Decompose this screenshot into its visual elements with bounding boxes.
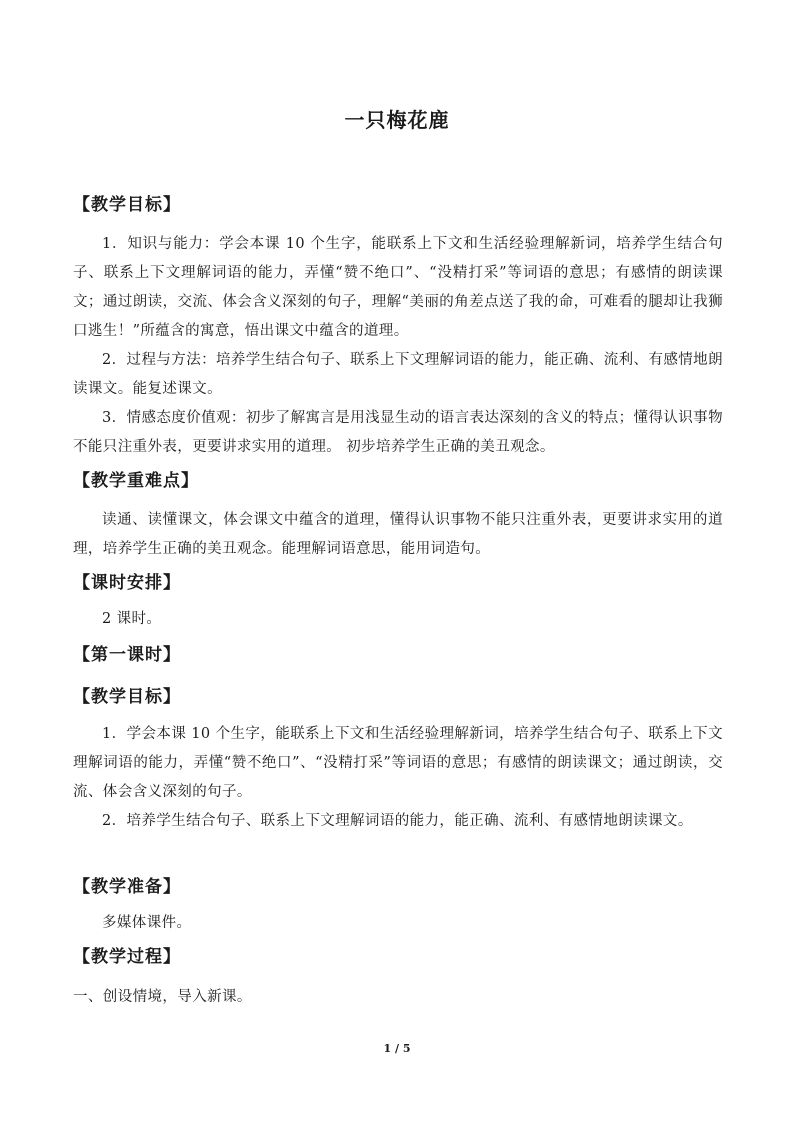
section-heading-process: 【教学过程】 <box>73 947 181 967</box>
schedule-paragraph: 2 课时。 <box>102 611 162 627</box>
section-heading-teaching-goals: 【教学目标】 <box>73 195 181 215</box>
goal-paragraph-1: 1．知识与能力：学会本课 10 个生字，能联系上下文和生活经验理解新词，培养学生结合句子、联系上下文理解词语的能力，弄懂“赞不绝口”、“没精打采”等词语的意思；有感情的朗读课文；通过朗读，交流、体会含义深刻的句子，理解“美丽的角差点送了我的命，可难看的腿却让我狮口逃生！”所蕴含的寓意，悟出课文中蕴含的道理。 <box>73 236 723 339</box>
key-points-paragraph: 读通、读懂课文，体会课文中蕴含的道理，懂得认识事物不能只注重外表，更要讲求实用的道理，培养学生正确的美丑观念。能理解词语意思，能用词造句。 <box>73 512 723 557</box>
page-indicator: 1 / 5 <box>383 1042 411 1055</box>
goal-paragraph-3: 3．情感态度价值观：初步了解寓言是用浅显生动的语言表达深刻的含义的特点；懂得认识事物不能只注重外表，更要讲求实用的道理。 初步培养学生正确的美丑观念。 <box>73 410 723 455</box>
preparation-paragraph: 多媒体课件。 <box>102 915 192 931</box>
process-step-1: 一、创设情境，导入新课。 <box>73 989 252 1005</box>
section-heading-lesson-1: 【第一课时】 <box>73 645 181 665</box>
section-heading-lesson-1-goals: 【教学目标】 <box>73 687 181 707</box>
section-heading-preparation: 【教学准备】 <box>73 877 181 897</box>
lesson-1-goal-paragraph-2: 2．培养学生结合句子、联系上下文理解词语的能力，能正确、流利、有感情地朗读课文。 <box>102 813 693 829</box>
section-heading-key-points: 【教学重难点】 <box>73 471 199 491</box>
section-heading-schedule: 【课时安排】 <box>73 573 181 593</box>
lesson-1-goal-paragraph-1: 1．学会本课 10 个生字，能联系上下文和生活经验理解新词，培养学生结合句子、联系上下文理解词语的能力，弄懂“赞不绝口”、“没精打采”等词语的意思；有感情的朗读课文；通过朗读，交流、体会含义深刻的句子。 <box>73 726 723 800</box>
document-title: 一只梅花鹿 <box>344 108 450 132</box>
goal-paragraph-2: 2．过程与方法：培养学生结合句子、联系上下文理解词语的能力，能正确、流利、有感情地朗读课文。能复述课文。 <box>73 352 723 397</box>
